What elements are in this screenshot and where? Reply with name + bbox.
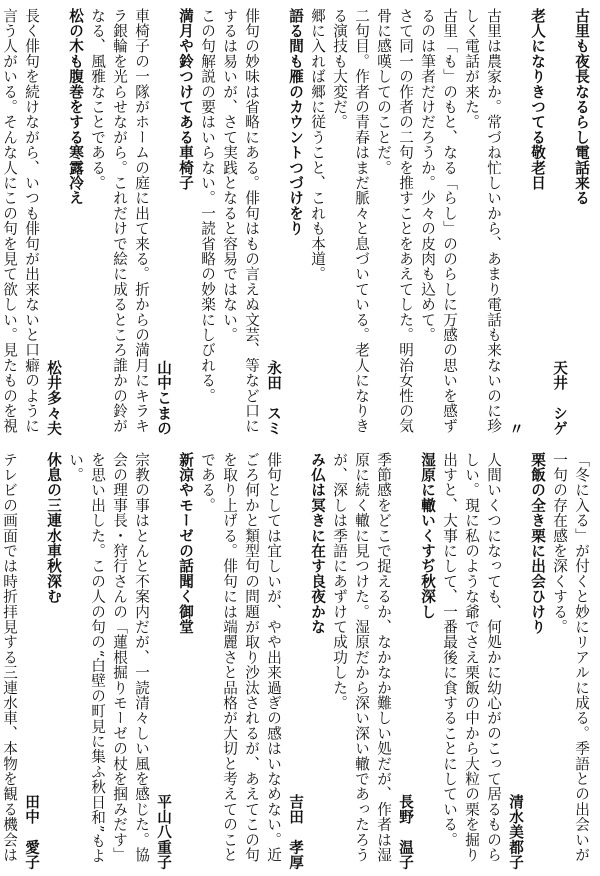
haiku-author: 清水美都子: [507, 794, 524, 870]
ditto-mark: 〃: [507, 420, 524, 436]
haiku-line: 松の木も腹巻をする寒露冷え: [67, 8, 84, 206]
lower-column-block: [1, 452, 592, 870]
haiku-author: 田中 愛子: [23, 794, 40, 870]
haiku-author: 平山八重子: [155, 794, 172, 870]
haiku-author: 吉田 孝厚: [287, 794, 304, 870]
commentary-text: 「冬に入る」が付くと妙にリアルに成る。季語との出会いが一句の存在感を深くする。: [551, 452, 590, 863]
haiku-line: 語る間も雁のカウントつづけをり: [287, 8, 304, 236]
commentary-text: 二句目。作者の青春はまだ脈々と息づいている。老人になりきる演技も大変だ。: [331, 8, 370, 434]
commentary-text: さて同一の作者の二句を推すことをあえてした。明治女性の気骨に感嘆してのことだ。: [375, 8, 414, 434]
haiku-line: 湿原に轍いくすぢ秋深し: [419, 452, 436, 620]
commentary-text: 郷に入れば郷に従うこと、これも本道。: [309, 8, 326, 282]
commentary-text: 俳句の妙味は省略にある。俳句はもの言えぬ文芸、等など口にするは易いが、さて実践となると容易ではない。: [221, 8, 260, 434]
haiku-line: み仏は冥きに在す良夜かな: [309, 452, 326, 635]
haiku-line: 老人になりきつてる敬老日: [529, 8, 546, 191]
commentary-text: この句解説の要はいらない。一読省略の妙楽にしびれる。: [199, 8, 216, 404]
haiku-author: 天井 シゲ: [551, 360, 568, 436]
commentary-text: 古里は農家か。常づね忙しいから、あまり電話も来ないのに珍しく電話が来た。: [463, 8, 502, 434]
haiku-line: 古里も夜長なるらし電話来る: [573, 8, 590, 206]
haiku-line: 栗飯の全き栗に出会ひけり: [529, 452, 546, 635]
upper-column-block: [1, 8, 592, 436]
haiku-line: 休息の三連水車秋深む: [45, 452, 62, 604]
commentary-text: 長く俳句を続けながら、いつも俳句が出来ないと口癖のように言う人がいる。そんな人にこの句を見て欲しい。見たものを視: [1, 8, 40, 434]
commentary-text: 宗教の事はとんと不案内だが、一読清々しい風を感じた。協会の理事長・狩行さんの「蓮根掘りモーゼの杖を掴みだす」を思い出した。この人の句の“白壁の町見に集ふ秋日和”もよい。: [67, 452, 150, 864]
haiku-line: 満月や鈴つけてある車椅子: [177, 8, 194, 191]
commentary-text: 俳句としては宜しいが、やや出来過ぎの感はいなめない。近ごろ何かと類型句の問題が取り沙汰されるが、あえてこの句を取り上げる。俳句には端麗さと品格が大切と考えてのことである。: [199, 452, 282, 863]
haiku-author: 長野 温子: [397, 794, 414, 870]
commentary-text: テレビの画面では時折拝見する三連水車、本物を観る機会は: [1, 452, 18, 863]
haiku-author: 松井多々夫: [45, 360, 62, 436]
haiku-line: 新涼やモーゼの話聞く御堂: [177, 452, 194, 635]
commentary-text: 季節感をどこで捉えるか、なかなか難しい処だが、作者は湿原に続く轍に見つけた。湿原だから深い深い轍であったろうが、深しは季語にあずけて成功した。: [331, 452, 392, 863]
commentary-text: 人間いくつになっても、何処かに幼心がのこって居るものらしい。現に私のような爺でさえ栗飯の中から大粒の栗を掘り出すと、大事にして、一番最後に食することにしている。: [441, 452, 502, 863]
haiku-author: 永田 スミ: [265, 360, 282, 436]
haiku-author: 山中こまの: [155, 360, 172, 436]
commentary-text: 古里「も」のもと、なる「らし」ののらしに万感の思いを感ずるのは筆者だけだろうか。少々の皮肉も込めて。: [419, 8, 458, 434]
commentary-text: 車椅子の一隊がホームの庭に出て来る。折からの満月にキラキラ銀輪を光らせながら。これだけで絵に成るところ誰かの鈴がなる、風雅なことである。: [89, 8, 150, 434]
